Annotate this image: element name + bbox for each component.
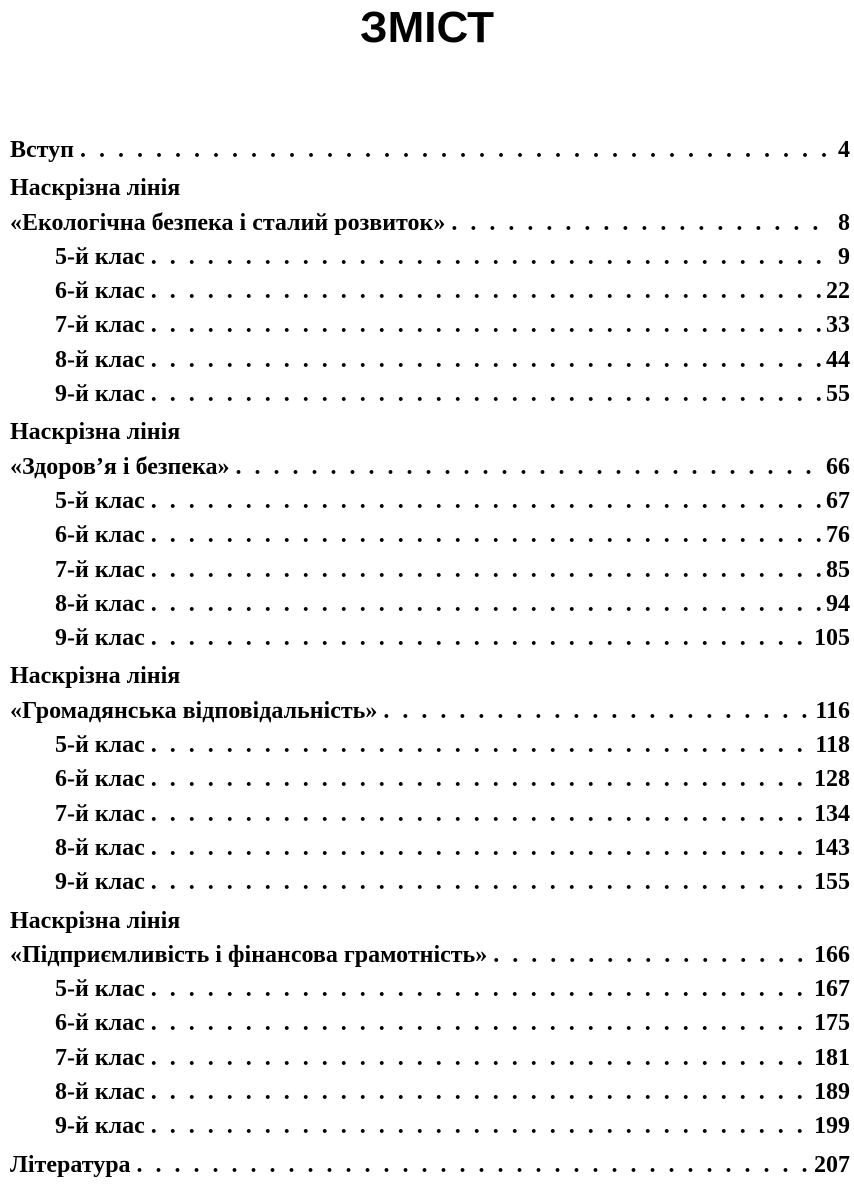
toc-entry-label: 5-й клас	[55, 976, 145, 1003]
toc-grade-entry	[10, 377, 850, 411]
toc-entry-label: «Здоров’я і безпека»	[10, 453, 230, 480]
toc-page-number: 134	[814, 800, 850, 827]
toc-page-number: 33	[826, 312, 850, 339]
dot-leader	[151, 1041, 810, 1075]
toc-grade-entry	[10, 587, 850, 621]
table-of-contents	[10, 133, 850, 1182]
toc-grade-entry	[10, 1006, 850, 1040]
toc-section-title	[10, 938, 850, 972]
toc-page-number: 85	[826, 556, 850, 583]
page-title: ЗМІСТ	[360, 3, 494, 52]
toc-grade-entry	[10, 240, 850, 274]
toc-page-number: 189	[814, 1079, 850, 1106]
toc-entry-label: 8-й клас	[55, 590, 145, 617]
toc-page-number: 66	[826, 453, 850, 480]
toc-entry-label: 8-й клас	[55, 834, 145, 861]
toc-page-number: 94	[826, 590, 850, 617]
toc-grade-entry	[10, 728, 850, 762]
toc-section-title	[10, 694, 850, 728]
section-heading: Наскрізна лінія	[10, 419, 181, 446]
dot-leader	[151, 1006, 810, 1040]
dot-leader	[151, 274, 822, 308]
toc-grade-entry	[10, 621, 850, 655]
dot-leader	[151, 587, 822, 621]
toc-entry-label: 9-й клас	[55, 1113, 145, 1140]
toc-page-number: 105	[814, 625, 850, 652]
toc-entry-label: 7-й клас	[55, 1044, 145, 1071]
dot-leader	[151, 1109, 810, 1143]
toc-page-number: 8	[838, 209, 850, 236]
toc-page-number: 155	[814, 869, 850, 896]
toc-entry-label: 6-й клас	[55, 766, 145, 793]
toc-grade-entry	[10, 518, 850, 552]
toc-entry-label: 5-й клас	[55, 243, 145, 270]
toc-page-number: 207	[814, 1151, 850, 1178]
toc-section-title	[10, 450, 850, 484]
toc-page-number: 116	[815, 697, 850, 724]
toc-grade-entry	[10, 1075, 850, 1109]
toc-entry-label: 7-й клас	[55, 556, 145, 583]
toc-entry-label: 8-й клас	[55, 346, 145, 373]
dot-leader	[151, 831, 810, 865]
toc-entry-label: Література	[10, 1151, 131, 1178]
toc-page-number: 199	[814, 1113, 850, 1140]
toc-entry-label: «Підприємливість і фінансова грамотність»	[10, 941, 488, 968]
dot-leader	[151, 797, 810, 831]
toc-page-number: 76	[826, 522, 850, 549]
dot-leader	[137, 1148, 810, 1182]
dot-leader	[493, 938, 810, 972]
toc-page-number: 181	[814, 1044, 850, 1071]
dot-leader	[151, 553, 822, 587]
toc-page-number: 22	[826, 278, 850, 305]
dot-leader	[151, 377, 822, 411]
toc-grade-entry	[10, 1109, 850, 1143]
toc-page-number: 128	[814, 766, 850, 793]
toc-grade-entry	[10, 1041, 850, 1075]
toc-page-number: 143	[814, 834, 850, 861]
toc-grade-entry	[10, 865, 850, 899]
toc-entry-label: 7-й клас	[55, 800, 145, 827]
toc-grade-entry	[10, 484, 850, 518]
toc-page-number: 166	[814, 941, 850, 968]
toc-entry-label: «Екологічна безпека і сталий розвиток»	[10, 209, 446, 236]
dot-leader	[151, 972, 810, 1006]
dot-leader	[151, 1075, 810, 1109]
section-heading: Наскрізна лінія	[10, 175, 181, 202]
dot-leader	[151, 484, 822, 518]
toc-entry-intro	[10, 133, 850, 167]
dot-leader	[151, 343, 822, 377]
dot-leader	[151, 865, 810, 899]
section-heading: Наскрізна лінія	[10, 907, 181, 934]
toc-page-number: 118	[815, 732, 850, 759]
toc-entry-label: «Громадянська відповідальність»	[10, 697, 378, 724]
toc-page-number: 55	[826, 381, 850, 408]
toc-entry-label: 6-й клас	[55, 522, 145, 549]
toc-grade-entry	[10, 972, 850, 1006]
toc-entry-label: 6-й клас	[55, 278, 145, 305]
toc-entry-label: Вступ	[10, 137, 74, 163]
dot-leader	[151, 518, 822, 552]
toc-entry-references	[10, 1148, 850, 1182]
dot-leader	[151, 621, 810, 655]
dot-leader	[80, 133, 826, 167]
toc-entry-label: 8-й клас	[55, 1079, 145, 1106]
toc-page-number: 167	[814, 976, 850, 1003]
dot-leader	[236, 450, 823, 484]
toc-entry-label: 6-й клас	[55, 1010, 145, 1037]
toc-entry-label: 9-й клас	[55, 625, 145, 652]
toc-grade-entry	[10, 831, 850, 865]
toc-entry-label: 5-й клас	[55, 487, 145, 514]
toc-page-number: 67	[826, 487, 850, 514]
toc-grade-entry	[10, 553, 850, 587]
toc-entry-label: 9-й клас	[55, 381, 145, 408]
toc-page-number: 175	[814, 1010, 850, 1037]
toc-grade-entry	[10, 274, 850, 308]
toc-section-title	[10, 206, 850, 240]
toc-grade-entry	[10, 762, 850, 796]
dot-leader	[151, 762, 810, 796]
toc-entry-label: 9-й клас	[55, 869, 145, 896]
toc-page-number: 44	[826, 346, 850, 373]
toc-grade-entry	[10, 797, 850, 831]
section-heading: Наскрізна лінія	[10, 663, 181, 690]
dot-leader	[151, 308, 822, 342]
toc-entry-label: 7-й клас	[55, 312, 145, 339]
toc-grade-entry	[10, 308, 850, 342]
toc-entry-label: 5-й клас	[55, 732, 145, 759]
toc-grade-entry	[10, 343, 850, 377]
dot-leader	[451, 206, 826, 240]
dot-leader	[383, 694, 811, 728]
dot-leader	[151, 728, 812, 762]
toc-page-number: 4	[838, 137, 850, 163]
toc-page-number: 9	[838, 243, 850, 270]
dot-leader	[151, 240, 826, 274]
